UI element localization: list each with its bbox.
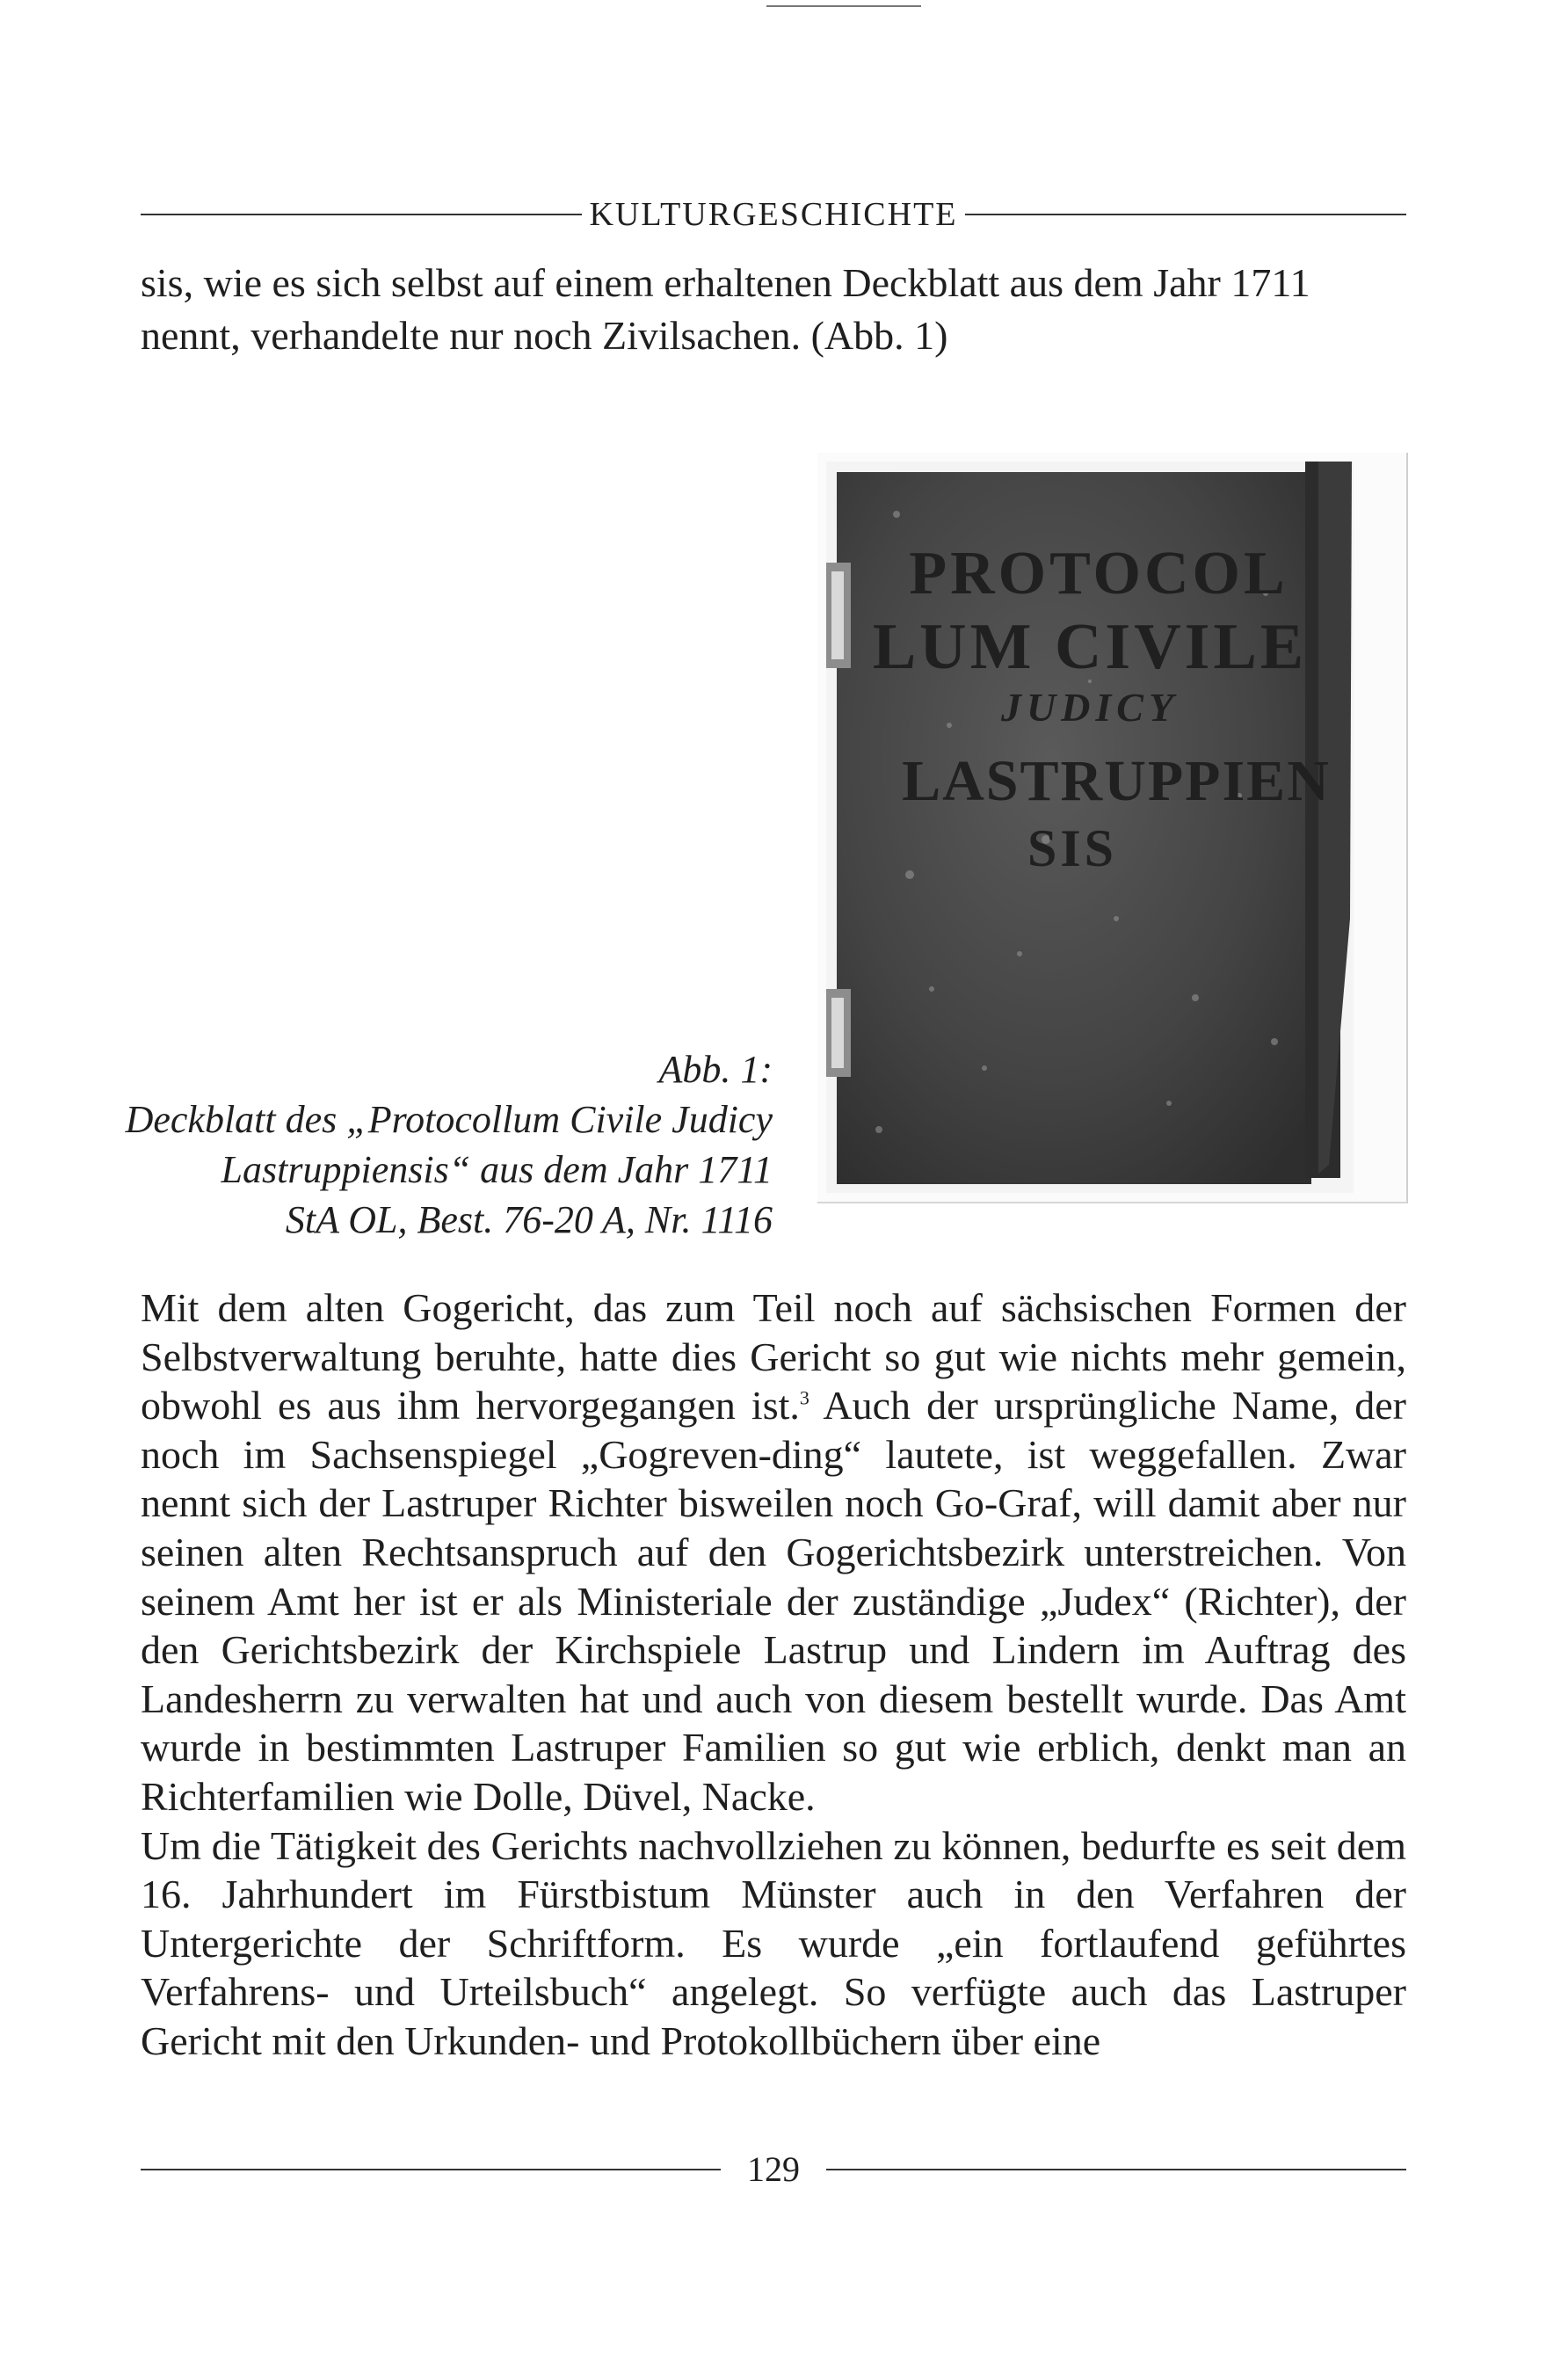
footnote-marker: 3 xyxy=(799,1386,809,1409)
header-rule-left xyxy=(141,214,582,215)
cover-line-4: LASTRUPPIEN xyxy=(902,749,1331,813)
running-title: KULTURGESCHICHTE xyxy=(589,196,958,233)
figure-caption xyxy=(122,1044,773,1245)
book-cover-image xyxy=(826,462,1354,1193)
paragraph-1 xyxy=(141,1283,1406,1821)
cover-line-5: SIS xyxy=(1027,819,1118,877)
paragraph-2: Um die Tätigkeit des Gerichts nachvollziehen zu können, bedurfte es seit dem 16. Jahrhundert im Fürstbistum Münster auch in den Verfahren der Untergerichte der Schriftform. Es wurde „ein fortlaufend geführtes Verfahrens- und Urteilsbuch“ angelegt. So verfügte auch das Lastruper Gericht mit den Urkunden- und Protokollbüchern über eine xyxy=(141,1822,1406,2063)
intro-paragraph: sis, wie es sich selbst auf einem erhaltenen Deckblatt aus dem Jahr 1711 nennt, verhandelte nur noch Zivilsachen. (Abb. 1) xyxy=(141,260,1310,358)
page-header xyxy=(141,197,1406,232)
footer-rule-right xyxy=(826,2169,1406,2170)
cover-line-3: JUDICY xyxy=(1000,685,1180,730)
caption-label: Abb. 1: xyxy=(658,1048,773,1091)
cover-line-2: LUM CIVILE xyxy=(872,611,1308,683)
figure-frame xyxy=(817,453,1408,1203)
header-rule-right xyxy=(965,214,1406,215)
paragraph-1-rest: Auch der ursprüngliche Name, der noch im Sachsenspiegel „Gogreven-ding“ lautete, ist weggefallen. Zwar nennt sich der Lastruper Richter bisweilen noch Go-Graf, will damit aber nur seinen alten Rechtsanspruch auf den Gogerichtsbezirk unterstreichen. Von seinem Amt her ist er als Ministeriale der zuständige „Judex“ (Richter), der den Gerichtsbezirk der Kirchspiele Lastrup und Lindern im Auftrag des Landesherrn zu verwalten hat und auch von diesem bestellt wurde. Das Amt wurde in bestimmten Lastruper Familien so gut wie erblich, denkt man an Richterfamilien wie Dolle, Düvel, Nacke. xyxy=(141,1383,1406,1819)
footer-rule-left xyxy=(141,2169,721,2170)
cover-line-1: PROTOCOL xyxy=(909,540,1289,607)
paragraph-1-start: Mit dem alten Gogericht, das zum Teil noch auf sächsischen Formen der Selbstverwaltung beruhte, hatte dies Gericht so gut wie nichts mehr gemein, obwohl es aus ihm hervorgegangen ist. xyxy=(141,1285,1406,1429)
caption-line-2: Lastruppiensis“ aus dem Jahr 1711 xyxy=(221,1148,773,1191)
top-edge-rule xyxy=(766,5,921,7)
caption-line-1: Deckblatt des „Protocollum Civile Judicy xyxy=(125,1098,773,1141)
page-footer xyxy=(141,2150,1406,2189)
body-text xyxy=(141,1283,1406,2066)
page-number: 129 xyxy=(747,2149,800,2189)
caption-line-3: StA OL, Best. 76-20 A, Nr. 1116 xyxy=(285,1198,773,1241)
